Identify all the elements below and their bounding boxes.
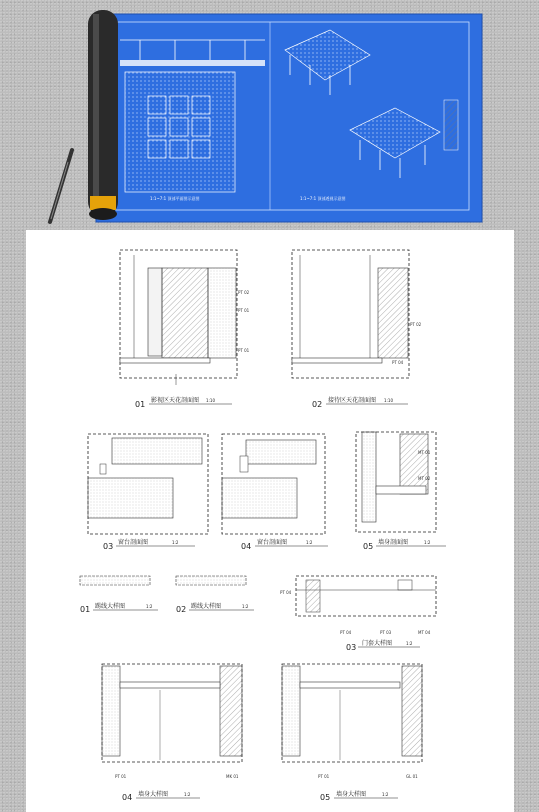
- svg-text:02: 02: [312, 400, 323, 409]
- svg-text:01: 01: [135, 400, 146, 409]
- svg-text:墙身剖面图: 墙身剖面图: [378, 539, 409, 546]
- svg-text:PT 01: PT 01: [318, 774, 330, 779]
- pen-icon: [50, 150, 72, 222]
- svg-text:PT 01: PT 01: [238, 348, 250, 353]
- blueprint-left-caption: 1:1~7:1 顶部平面图示意图: [150, 196, 200, 201]
- svg-text:GL 01: GL 01: [406, 774, 418, 779]
- svg-text:踢线大样图: 踢线大样图: [95, 603, 126, 610]
- svg-text:PT 03: PT 03: [380, 630, 392, 635]
- svg-text:窗台剖面图: 窗台剖面图: [118, 539, 149, 546]
- svg-text:PT 01: PT 01: [115, 774, 127, 779]
- svg-text:03: 03: [346, 643, 357, 652]
- svg-text:1:2: 1:2: [382, 792, 389, 797]
- svg-text:PT 04: PT 04: [280, 590, 292, 595]
- svg-text:PT 01: PT 01: [238, 308, 250, 313]
- svg-text:05: 05: [320, 793, 331, 802]
- svg-text:接待区天花剖面图: 接待区天花剖面图: [328, 397, 377, 404]
- svg-text:门套大样图: 门套大样图: [362, 640, 393, 647]
- svg-text:PT 02: PT 02: [410, 322, 422, 327]
- svg-text:1:2: 1:2: [242, 604, 249, 609]
- svg-text:02: 02: [176, 605, 187, 614]
- svg-text:墙身大样图: 墙身大样图: [336, 791, 367, 798]
- svg-text:1:10: 1:10: [206, 398, 215, 403]
- svg-text:1:2: 1:2: [424, 540, 431, 545]
- svg-text:04: 04: [241, 542, 252, 551]
- svg-text:MK 01: MK 01: [226, 774, 239, 779]
- svg-text:MT 02: MT 02: [418, 476, 431, 481]
- svg-text:1:2: 1:2: [406, 641, 413, 646]
- svg-text:1:2: 1:2: [306, 540, 313, 545]
- paper-roll: [88, 10, 118, 220]
- svg-text:墙身大样图: 墙身大样图: [138, 791, 169, 798]
- svg-text:1:2: 1:2: [184, 792, 191, 797]
- svg-text:1:2: 1:2: [172, 540, 179, 545]
- svg-text:03: 03: [103, 542, 114, 551]
- drawing-02-skirting: [176, 576, 246, 585]
- svg-text:01: 01: [80, 605, 91, 614]
- svg-text:窗台剖面图: 窗台剖面图: [257, 539, 288, 546]
- svg-text:PT 04: PT 04: [340, 630, 352, 635]
- svg-text:MT 01: MT 01: [418, 450, 431, 455]
- svg-text:踢线大样图: 踢线大样图: [191, 603, 222, 610]
- svg-text:PT 04: PT 04: [392, 360, 404, 365]
- svg-text:1:2: 1:2: [146, 604, 153, 609]
- svg-text:05: 05: [363, 542, 374, 551]
- drawing-sheet: [26, 230, 514, 812]
- svg-text:PT 02: PT 02: [238, 290, 250, 295]
- blueprint-sheet: [96, 14, 482, 222]
- blueprint-right-caption: 1:1~7:1 顶部透视示意图: [300, 196, 346, 201]
- svg-text:04: 04: [122, 793, 133, 802]
- svg-text:影视区天花剖面图: 影视区天花剖面图: [151, 397, 200, 404]
- drawing-01-skirting: [80, 576, 150, 585]
- svg-text:1:10: 1:10: [384, 398, 393, 403]
- svg-text:MT 04: MT 04: [418, 630, 431, 635]
